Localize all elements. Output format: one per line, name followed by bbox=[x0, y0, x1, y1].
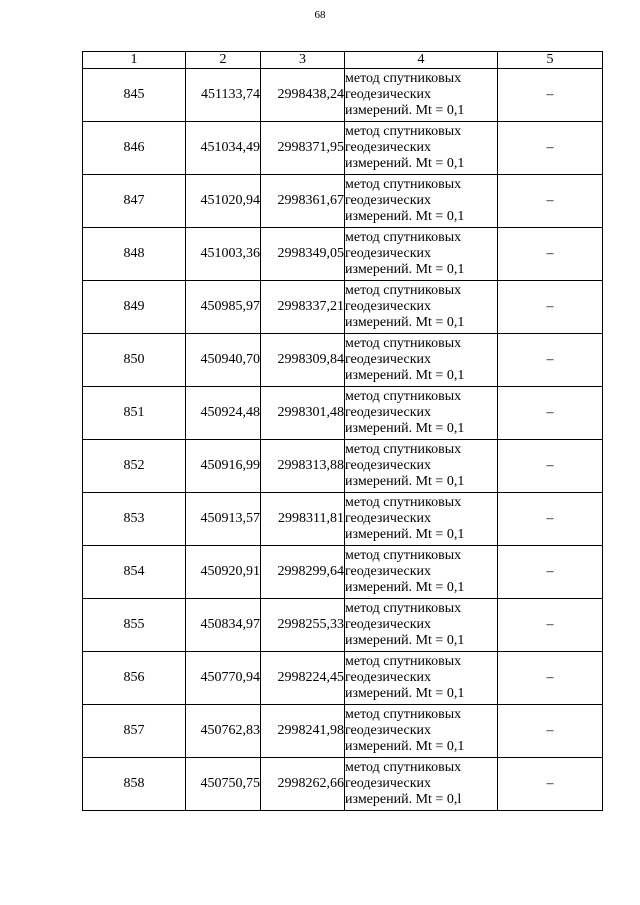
note-cell: – bbox=[498, 175, 603, 228]
point-number: 847 bbox=[83, 175, 186, 228]
note-cell: – bbox=[498, 334, 603, 387]
method-cell bbox=[345, 334, 498, 387]
method-line: измерений. Mt = 0,1 bbox=[345, 262, 465, 277]
method-cell bbox=[345, 228, 498, 281]
method-line: метод спутниковых bbox=[345, 442, 462, 457]
table-body bbox=[83, 69, 603, 811]
coordinate-y: 2998349,05 bbox=[261, 228, 345, 281]
note-cell: – bbox=[498, 758, 603, 811]
method-cell bbox=[345, 69, 498, 122]
point-number: 852 bbox=[83, 440, 186, 493]
method-cell bbox=[345, 122, 498, 175]
method-line: геодезических bbox=[345, 299, 432, 314]
method-line: измерений. Mt = 0,1 bbox=[345, 103, 465, 118]
coordinate-y: 2998241,98 bbox=[261, 705, 345, 758]
table-row bbox=[83, 440, 603, 493]
method-line: геодезических bbox=[345, 405, 432, 420]
method-cell bbox=[345, 599, 498, 652]
table-row bbox=[83, 493, 603, 546]
note-cell: – bbox=[498, 493, 603, 546]
method-cell bbox=[345, 546, 498, 599]
point-number: 850 bbox=[83, 334, 186, 387]
method-line: метод спутниковых bbox=[345, 124, 462, 139]
method-line: измерений. Mt = 0,1 bbox=[345, 633, 465, 648]
note-cell: – bbox=[498, 387, 603, 440]
method-line: измерений. Mt = 0,1 bbox=[345, 315, 465, 330]
table-header-row bbox=[83, 52, 603, 69]
table-row bbox=[83, 175, 603, 228]
table-row bbox=[83, 705, 603, 758]
table-row bbox=[83, 387, 603, 440]
table-row bbox=[83, 281, 603, 334]
method-cell bbox=[345, 493, 498, 546]
method-line: геодезических bbox=[345, 193, 432, 208]
coordinate-y: 2998301,48 bbox=[261, 387, 345, 440]
method-line: измерений. Mt = 0,1 bbox=[345, 474, 465, 489]
method-cell bbox=[345, 705, 498, 758]
method-line: геодезических bbox=[345, 617, 432, 632]
point-number: 846 bbox=[83, 122, 186, 175]
note-cell: – bbox=[498, 69, 603, 122]
table-row bbox=[83, 599, 603, 652]
column-header-5: 5 bbox=[498, 52, 603, 69]
method-line: метод спутниковых bbox=[345, 707, 462, 722]
point-number: 845 bbox=[83, 69, 186, 122]
table-row bbox=[83, 652, 603, 705]
column-header-4: 4 bbox=[345, 52, 498, 69]
coordinate-x: 450985,97 bbox=[186, 281, 261, 334]
method-line: измерений. Mt = 0,1 bbox=[345, 368, 465, 383]
point-number: 853 bbox=[83, 493, 186, 546]
coordinate-y: 2998361,67 bbox=[261, 175, 345, 228]
method-line: метод спутниковых bbox=[345, 283, 462, 298]
coordinate-x: 450762,83 bbox=[186, 705, 261, 758]
method-line: измерений. Mt = 0,1 bbox=[345, 421, 465, 436]
method-line: измерений. Mt = 0,1 bbox=[345, 209, 465, 224]
table-row bbox=[83, 69, 603, 122]
coordinate-x: 451034,49 bbox=[186, 122, 261, 175]
note-cell: – bbox=[498, 281, 603, 334]
note-cell: – bbox=[498, 122, 603, 175]
page-number: 68 bbox=[314, 9, 326, 21]
note-cell: – bbox=[498, 228, 603, 281]
coordinate-y: 2998255,33 bbox=[261, 599, 345, 652]
method-cell bbox=[345, 175, 498, 228]
column-header-3: 3 bbox=[261, 52, 345, 69]
coordinate-y: 2998309,84 bbox=[261, 334, 345, 387]
coordinate-y: 2998371,95 bbox=[261, 122, 345, 175]
coordinate-x: 451133,74 bbox=[186, 69, 261, 122]
method-line: метод спутниковых bbox=[345, 601, 462, 616]
method-line: геодезических bbox=[345, 458, 432, 473]
method-line: геодезических bbox=[345, 352, 432, 367]
coordinates-table bbox=[82, 51, 603, 811]
coordinate-y: 2998313,88 bbox=[261, 440, 345, 493]
table-row bbox=[83, 334, 603, 387]
point-number: 851 bbox=[83, 387, 186, 440]
method-line: геодезических bbox=[345, 511, 432, 526]
point-number: 858 bbox=[83, 758, 186, 811]
method-line: измерений. Mt = 0,1 bbox=[345, 739, 465, 754]
coordinate-x: 450770,94 bbox=[186, 652, 261, 705]
note-cell: – bbox=[498, 652, 603, 705]
coordinate-y: 2998224,45 bbox=[261, 652, 345, 705]
method-line: геодезических bbox=[345, 140, 432, 155]
method-line: геодезических bbox=[345, 246, 432, 261]
method-cell bbox=[345, 758, 498, 811]
note-cell: – bbox=[498, 599, 603, 652]
note-cell: – bbox=[498, 546, 603, 599]
coordinate-x: 450834,97 bbox=[186, 599, 261, 652]
table-row bbox=[83, 546, 603, 599]
coordinate-y: 2998311,81 bbox=[261, 493, 345, 546]
coordinate-y: 2998337,21 bbox=[261, 281, 345, 334]
method-cell bbox=[345, 387, 498, 440]
note-cell: – bbox=[498, 705, 603, 758]
method-line: метод спутниковых bbox=[345, 548, 462, 563]
method-line: метод спутниковых bbox=[345, 495, 462, 510]
point-number: 857 bbox=[83, 705, 186, 758]
method-cell bbox=[345, 281, 498, 334]
coordinate-y: 2998299,64 bbox=[261, 546, 345, 599]
coordinate-x: 451003,36 bbox=[186, 228, 261, 281]
coordinate-y: 2998438,24 bbox=[261, 69, 345, 122]
method-line: измерений. Mt = 0,1 bbox=[345, 527, 465, 542]
column-header-2: 2 bbox=[186, 52, 261, 69]
point-number: 849 bbox=[83, 281, 186, 334]
method-line: измерений. Mt = 0,1 bbox=[345, 580, 465, 595]
coordinate-x: 450924,48 bbox=[186, 387, 261, 440]
method-line: метод спутниковых bbox=[345, 177, 462, 192]
table-row bbox=[83, 122, 603, 175]
method-line: геодезических bbox=[345, 776, 432, 791]
column-header-1: 1 bbox=[83, 52, 186, 69]
method-line: метод спутниковых bbox=[345, 654, 462, 669]
point-number: 848 bbox=[83, 228, 186, 281]
method-line: метод спутниковых bbox=[345, 230, 462, 245]
coordinate-x: 450750,75 bbox=[186, 758, 261, 811]
method-line: метод спутниковых bbox=[345, 336, 462, 351]
method-line: метод спутниковых bbox=[345, 71, 462, 86]
note-cell: – bbox=[498, 440, 603, 493]
point-number: 856 bbox=[83, 652, 186, 705]
coordinate-x: 451020,94 bbox=[186, 175, 261, 228]
method-line: геодезических bbox=[345, 670, 432, 685]
method-line: геодезических bbox=[345, 564, 432, 579]
coordinate-x: 450920,91 bbox=[186, 546, 261, 599]
coordinate-x: 450913,57 bbox=[186, 493, 261, 546]
coordinate-y: 2998262,66 bbox=[261, 758, 345, 811]
method-line: метод спутниковых bbox=[345, 760, 462, 775]
method-cell bbox=[345, 652, 498, 705]
coordinate-x: 450916,99 bbox=[186, 440, 261, 493]
coordinate-x: 450940,70 bbox=[186, 334, 261, 387]
point-number: 854 bbox=[83, 546, 186, 599]
point-number: 855 bbox=[83, 599, 186, 652]
method-line: измерений. Mt = 0,l bbox=[345, 792, 462, 807]
method-line: метод спутниковых bbox=[345, 389, 462, 404]
method-line: геодезических bbox=[345, 87, 432, 102]
method-cell bbox=[345, 440, 498, 493]
method-line: измерений. Mt = 0,1 bbox=[345, 156, 465, 171]
method-line: измерений. Mt = 0,1 bbox=[345, 686, 465, 701]
method-line: геодезических bbox=[345, 723, 432, 738]
table-row bbox=[83, 758, 603, 811]
table-row bbox=[83, 228, 603, 281]
